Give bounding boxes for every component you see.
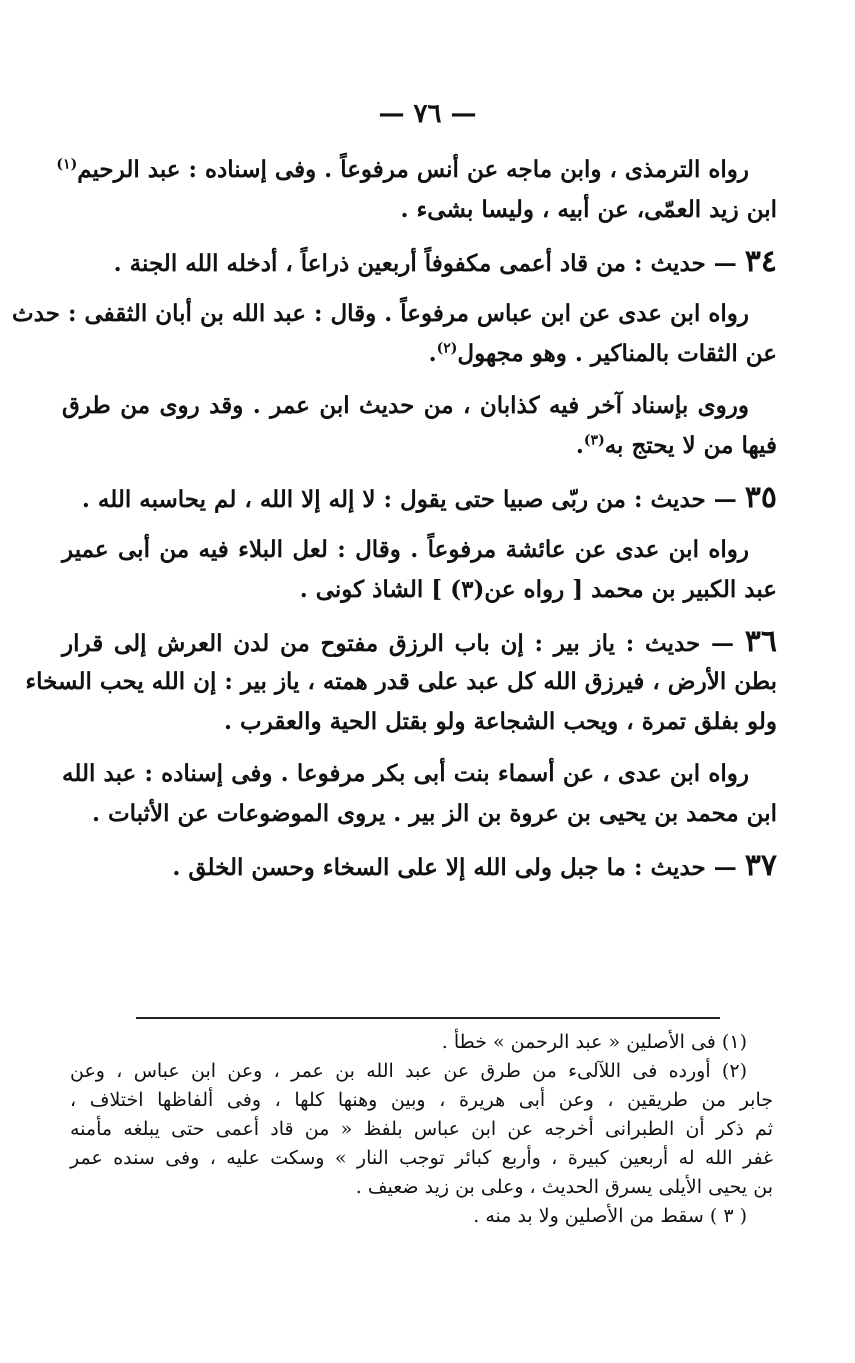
text-line: فيها من لا يحتج به — [604, 432, 777, 459]
footnotes — [70, 1028, 773, 1231]
hadith-number: ٣٦ — [744, 624, 777, 659]
footnote: (١) فى الأصلين « عبد الرحمن » خطأ . — [441, 1031, 747, 1053]
hadith-number: ٣٥ — [744, 480, 777, 515]
footnote-line: ثم ذكر أن الطبرانى أخرجه عن ابن عباس بلفظ « من قاد أعمى حتى يبلغه مأمنه — [70, 1118, 773, 1140]
hadith-heading — [62, 846, 777, 886]
hadith-text: ياز بير : إن باب الرزق مفتوح من لدن العرش إلى قرار — [62, 630, 616, 657]
hadith-label: — حديث : — [625, 630, 735, 657]
footnote-line: غفر الله له أربعين كبيرة ، وأربع كبائر توجب النار » وسكت عليه ، وفى سنده عمر — [70, 1147, 773, 1169]
footnote-line: جابر من طريقين ، وعن أبى هريرة ، وبين وهنها كلها ، وفى ألفاظها اختلاف ، — [70, 1089, 773, 1111]
text-line: . — [575, 432, 584, 459]
hadith-heading — [62, 622, 777, 662]
footnote: ( ٣ ) سقط من الأصلين ولا بد منه . — [473, 1205, 747, 1227]
text-line: رواه الترمذى ، وابن ماجه عن أنس مرفوعاً . وفى إسناده : عبد الرحيم — [77, 156, 749, 183]
paragraph-line: رواه ابن عدى ، عن أسماء بنت أبى بكر مرفوعا . وفى إسناده : عبد الله — [62, 760, 749, 787]
hadith-heading — [62, 242, 777, 282]
hadith-heading — [62, 478, 777, 518]
footnote: (٢) أورده فى اللآلىء من طرق عن عبد الله بن عمر ، وعن ابن عباس ، وعن — [70, 1060, 747, 1082]
text-line: . — [428, 340, 437, 367]
paragraph-line: ولو بفلق تمرة ، ويحب الشجاعة ولو بقتل الحية والعقرب . — [223, 708, 777, 735]
paragraph-line — [62, 334, 777, 374]
footnote-divider — [136, 1017, 720, 1019]
hadith-label: — حديث : — [633, 486, 737, 513]
hadith-text: من ربّى صبيا حتى يقول : لا إله إلا الله ، لم يحاسبه الله . — [81, 486, 626, 513]
paragraph-line: عبد الكبير بن محمد [ رواه عن(٣) ] الشاذ كونى . — [299, 576, 777, 603]
text-line: عن الثقات بالمناكير . وهو مجهول — [457, 340, 777, 367]
paragraph-line — [62, 426, 777, 466]
paragraph-line: بطن الأرض ، فيرزق الله كل عبد على قدر همته ، ياز بير : إن الله يحب السخاء — [25, 668, 777, 695]
footnote-ref: (٢) — [436, 340, 458, 357]
hadith-number: ٣٧ — [744, 848, 777, 883]
hadith-text: ما جبل ولى الله إلا على السخاء وحسن الخلق . — [172, 854, 626, 881]
paragraph-line: ابن زيد العمّى، عن أبيه ، وليسا بشىء . — [400, 196, 777, 223]
hadith-text: من قاد أعمى مكفوفاً أربعين ذراعاً ، أدخله الله الجنة . — [113, 250, 626, 277]
paragraph-line: وروى بإسناد آخر فيه كذابان ، من حديث ابن عمر . وقد روى من طرق — [62, 392, 749, 419]
footnote-ref: (١) — [56, 156, 78, 173]
hadith-label: — حديث : — [633, 854, 737, 881]
footnote-ref: (٣) — [583, 432, 605, 449]
paragraph-line: رواه ابن عدى عن عائشة مرفوعاً . وقال : لعل البلاء فيه من أبى عمير — [62, 536, 749, 563]
main-text — [12, 150, 777, 886]
hadith-label: — حديث : — [633, 250, 737, 277]
paragraph-line: رواه ابن عدى عن ابن عباس مرفوعاً . وقال : عبد الله بن أبان الثقفى : حدث — [12, 300, 749, 327]
paragraph-line — [56, 150, 777, 190]
page-number: — ٧٦ — — [378, 99, 477, 129]
footnote-line: بن يحيى الأيلى يسرق الحديث ، وعلى بن زيد ضعيف . — [355, 1176, 773, 1198]
hadith-number: ٣٤ — [744, 244, 777, 279]
paragraph-line: ابن محمد بن يحيى بن عروة بن الز بير . يروى الموضوعات عن الأثبات . — [91, 800, 777, 827]
